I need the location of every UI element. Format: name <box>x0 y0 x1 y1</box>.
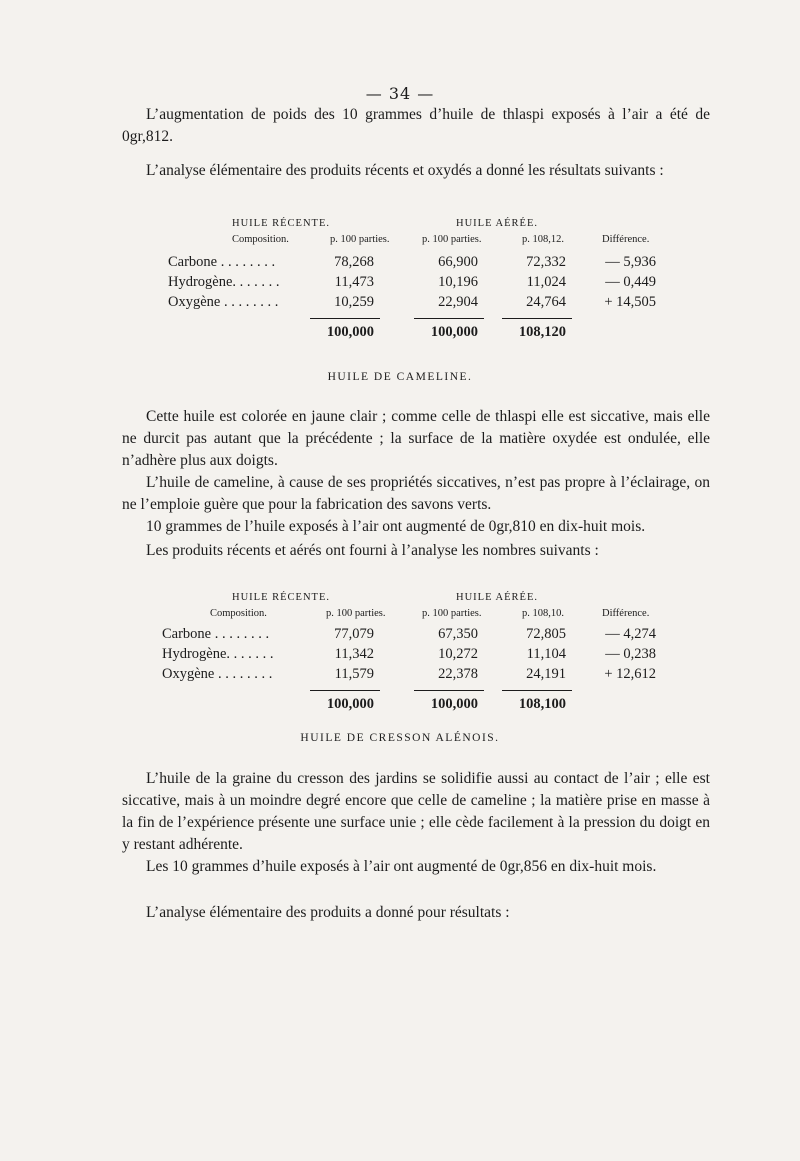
cell-value: 10,196 <box>438 274 478 290</box>
cell-value: + 14,505 <box>604 294 656 310</box>
total-value: 100,000 <box>430 696 478 712</box>
row-label: Hydrogène. . . . . . . <box>168 274 280 290</box>
cell-value: 22,904 <box>438 294 478 310</box>
table-row <box>150 274 690 294</box>
col-header-composition: Composition. <box>210 608 267 619</box>
cell-value: — 0,238 <box>605 646 656 662</box>
total-value: 100,000 <box>326 696 374 712</box>
row-label: Oxygène . . . . . . . . <box>162 666 273 682</box>
cell-value: 22,378 <box>438 666 478 682</box>
col-header-difference: Différence. <box>602 608 650 619</box>
cell-value: 24,764 <box>526 294 566 310</box>
cell-value: — 5,936 <box>605 254 656 270</box>
col-header-p100: p. 100 parties. <box>326 608 386 619</box>
sum-rule <box>310 318 380 319</box>
col-header-p108: p. 108,10. <box>522 608 564 619</box>
cell-value: 11,024 <box>526 274 566 290</box>
row-label: Carbone . . . . . . . . <box>162 626 270 642</box>
section-title-cresson: HUILE DE CRESSON ALÉNOIS. <box>300 732 500 744</box>
row-label: Oxygène . . . . . . . . <box>168 294 279 310</box>
col-header-p100-aeree: p. 100 parties. <box>422 608 482 619</box>
group-header-aeree: HUILE AÉRÉE. <box>456 592 538 603</box>
sum-rule <box>310 690 380 691</box>
table-row <box>150 666 690 686</box>
paragraph-cameline-description: Cette huile est colorée en jaune clair ; comme celle de thlaspi elle est siccative, mais elle ne durcit pas autant que la précédente ; la surface de la matière oxydée est ondulée, elle n’adhère plus aux doigts. <box>122 408 710 469</box>
page-number: — 34 — <box>365 84 435 103</box>
total-value: 100,000 <box>326 324 374 340</box>
table-row <box>150 254 690 274</box>
cell-value: 11,104 <box>526 646 566 662</box>
paragraph-cresson-description: L’huile de la graine du cresson des jardins se solidifie aussi au contact de l’air ; elle est siccative, mais à un moindre degré encore que celle de cameline ; la matière prise en masse à la fin de l’expérience présente une surface unie ; elle cède facilement à la pression du doigt en y restant adhérente. <box>122 770 710 853</box>
cell-value: 10,272 <box>438 646 478 662</box>
paragraph-cameline-usage: L’huile de cameline, à cause de ses propriétés siccatives, n’est pas propre à l’éclairage, on ne l’emploie guère que pour la fabrication des savons verts. <box>122 474 710 513</box>
cell-value: 11,473 <box>334 274 374 290</box>
sum-rule <box>414 690 484 691</box>
group-header-aeree: HUILE AÉRÉE. <box>456 218 538 229</box>
cell-value: 24,191 <box>526 666 566 682</box>
cell-value: 72,805 <box>526 626 566 642</box>
paragraph-cameline-analysis: Les produits récents et aérés ont fourni à l’analyse les nombres suivants : <box>146 542 599 559</box>
total-value: 100,000 <box>430 324 478 340</box>
cell-value: 11,342 <box>334 646 374 662</box>
row-label: Hydrogène. . . . . . . <box>162 646 274 662</box>
paragraph-cresson-analysis: L’analyse élémentaire des produits a donné pour résultats : <box>146 904 510 921</box>
table-row-total <box>150 696 690 716</box>
group-header-recent: HUILE RÉCENTE. <box>232 218 330 229</box>
paragraph-cameline-weight: 10 grammes de l’huile exposés à l’air ont augmenté de 0gr,810 en dix-huit mois. <box>146 518 646 535</box>
total-value: 108,120 <box>518 324 566 340</box>
paragraph-analysis-intro: L’analyse élémentaire des produits récents et oxydés a donné les résultats suivants : <box>146 162 664 179</box>
group-header-recent: HUILE RÉCENTE. <box>232 592 330 603</box>
section-title-cameline: HUILE DE CAMELINE. <box>327 371 473 383</box>
cell-value: 11,579 <box>334 666 374 682</box>
total-value: 108,100 <box>518 696 566 712</box>
cell-value: 72,332 <box>526 254 566 270</box>
row-label: Carbone . . . . . . . . <box>168 254 276 270</box>
sum-rule <box>414 318 484 319</box>
table-row <box>150 294 690 314</box>
table-row <box>150 646 690 666</box>
sum-rule <box>502 318 572 319</box>
paragraph-cresson-weight: Les 10 grammes d’huile exposés à l’air ont augmenté de 0gr,856 en dix-huit mois. <box>146 858 657 875</box>
paragraph-weight-increase: L’augmentation de poids des 10 grammes d’huile de thlaspi exposés à l’air a été de 0gr,812. <box>122 106 710 145</box>
table-row <box>150 626 690 646</box>
cell-value: 78,268 <box>334 254 374 270</box>
col-header-difference: Différence. <box>602 234 650 245</box>
sum-rule <box>502 690 572 691</box>
col-header-p100: p. 100 parties. <box>330 234 390 245</box>
cell-value: + 12,612 <box>604 666 656 682</box>
table-row-total <box>150 324 690 344</box>
col-header-composition: Composition. <box>232 234 289 245</box>
cell-value: 10,259 <box>334 294 374 310</box>
cell-value: 66,900 <box>438 254 478 270</box>
cell-value: — 4,274 <box>605 626 656 642</box>
cell-value: — 0,449 <box>605 274 656 290</box>
cell-value: 67,350 <box>438 626 478 642</box>
col-header-p100-aeree: p. 100 parties. <box>422 234 482 245</box>
col-header-p108: p. 108,12. <box>522 234 564 245</box>
cell-value: 77,079 <box>334 626 374 642</box>
